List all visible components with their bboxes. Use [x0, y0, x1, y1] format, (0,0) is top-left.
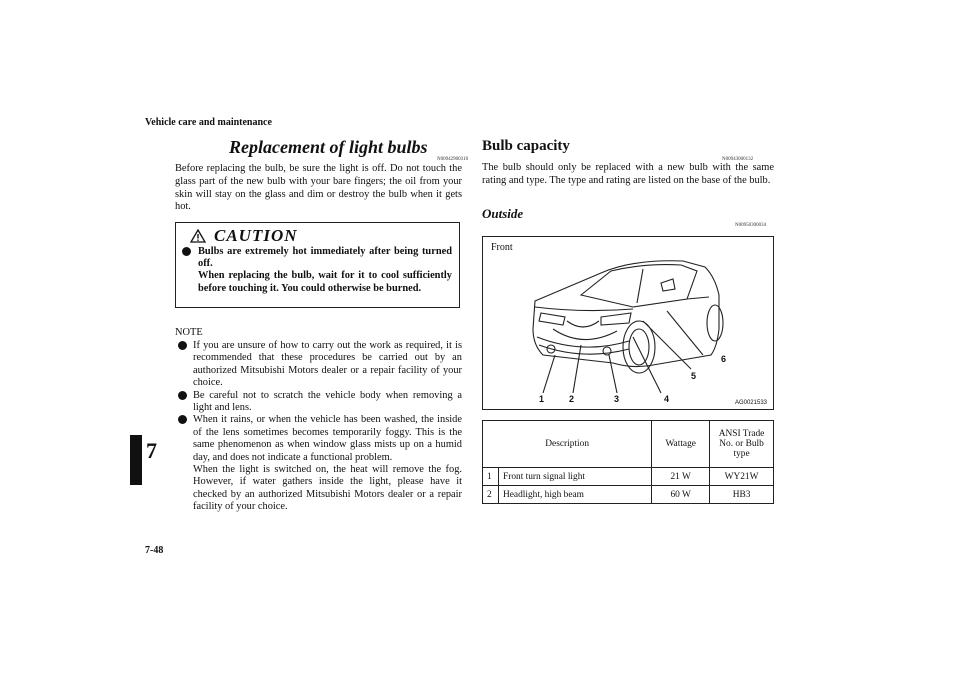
caution-box	[175, 222, 460, 308]
callout-2: 2	[569, 394, 575, 404]
callout-1: 1	[539, 394, 545, 404]
chapter-tab-number: 7	[146, 438, 157, 463]
section-intro: The bulb should only be replaced with a new bulb with the same rating and type. The type and rating are listed on the base of the bulb.	[482, 162, 774, 186]
caution-text-1: Bulbs are extremely hot immediately after being turned off.	[198, 246, 452, 270]
row-bulb-type: HB3	[710, 486, 774, 504]
bullet-icon	[178, 341, 187, 350]
running-head: Vehicle care and maintenance	[145, 117, 272, 128]
row-number: 2	[483, 486, 499, 504]
bullet-icon	[178, 391, 187, 400]
caution-label: CAUTION	[214, 226, 298, 245]
note-item	[175, 390, 462, 415]
note-continuation	[175, 464, 462, 514]
header-wattage: Wattage	[652, 421, 710, 468]
note-label: NOTE	[175, 327, 203, 338]
table-header-row	[483, 421, 774, 468]
bulb-capacity-table	[482, 420, 774, 504]
note-text: When the light is switched on, the heat will remove the fog. However, if water gathers inside the light, please have it checked by an authorized Mitsubishi Motors dealer or a repair facility of your choice.	[193, 464, 462, 513]
section-code: N00943000132	[722, 157, 754, 162]
chapter-tab-bar	[130, 435, 142, 485]
row-bulb-type: WY21W	[710, 468, 774, 486]
section-code: N00942900310	[437, 157, 469, 162]
warning-triangle-icon	[190, 229, 206, 243]
section-intro: Before replacing the bulb, be sure the light is off. Do not touch the glass part of the new bulb with your bare fingers; the oil from your skin will stay on the glass and dim or destroy the bulb when it gets hot.	[175, 163, 462, 213]
page-number: 7-48	[145, 545, 164, 556]
row-wattage: 21 W	[652, 468, 710, 486]
row-number: 1	[483, 468, 499, 486]
callout-4: 4	[664, 394, 670, 404]
note-item	[175, 340, 462, 390]
subsection-title: Outside	[482, 206, 524, 221]
row-description: Front turn signal light	[498, 468, 651, 486]
header-description: Description	[483, 421, 652, 468]
vehicle-illustration	[483, 237, 773, 409]
figure-label: Front	[491, 242, 513, 253]
callout-6: 6	[721, 354, 727, 364]
bullet-icon	[182, 247, 191, 256]
note-text: Be careful not to scratch the vehicle body when removing a light and lens.	[193, 389, 462, 414]
note-list	[175, 340, 462, 514]
bullet-icon	[178, 415, 187, 424]
row-description: Headlight, high beam	[498, 486, 651, 504]
callout-3: 3	[614, 394, 620, 404]
row-wattage: 60 W	[652, 486, 710, 504]
caution-text-2: When replacing the bulb, wait for it to cool sufficiently before touching it. You could otherwise be burned.	[198, 270, 452, 294]
note-text: When it rains, or when the vehicle has been washed, the inside of the lens sometimes becomes temporarily foggy. This is the same phenomenon as when window glass mists up on a humid day, and does not indicate a functional problem.	[193, 414, 462, 463]
section-title: Replacement of light bulbs	[229, 137, 428, 157]
header-ansi: ANSI Trade No. or Bulb type	[710, 421, 774, 468]
caution-item	[182, 246, 452, 295]
figure-code: AG0021533	[734, 400, 767, 406]
table-row	[483, 468, 774, 486]
note-text: If you are unsure of how to carry out the work as required, it is recommended that these procedures be carried out by an authorized Mitsubishi Motors dealer or a repair facility of your choice.	[193, 340, 462, 389]
section-title: Bulb capacity	[482, 138, 570, 154]
table-row	[483, 486, 774, 504]
subsection-code: N00950300034	[735, 223, 767, 228]
note-item	[175, 414, 462, 464]
callout-5: 5	[691, 371, 697, 381]
caution-heading	[190, 226, 298, 246]
vehicle-diagram	[482, 236, 774, 410]
